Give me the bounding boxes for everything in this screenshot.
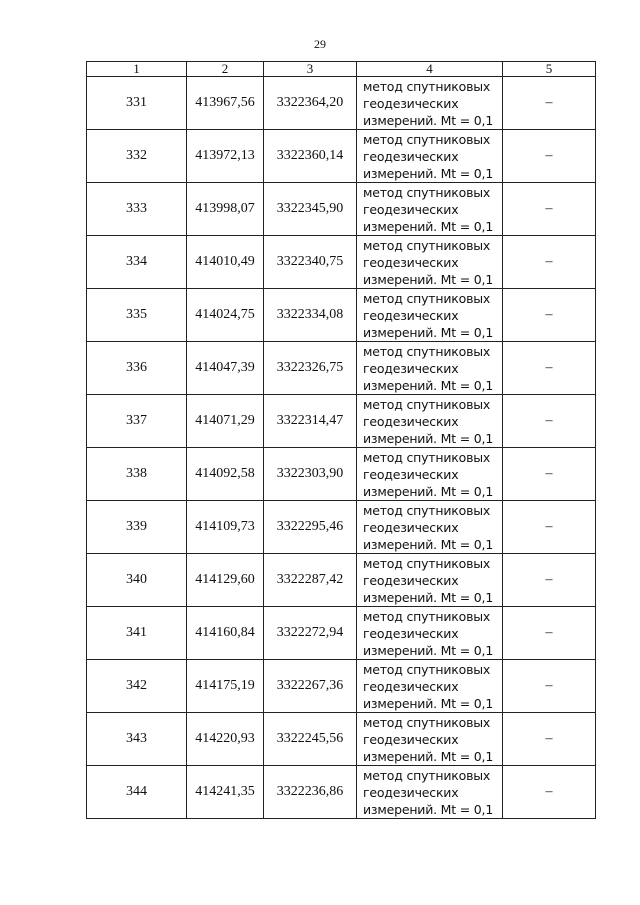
x-coordinate-cell: 414241,35: [187, 766, 264, 819]
method-line: геодезических: [363, 519, 459, 535]
method-line: геодезических: [363, 148, 459, 164]
y-coordinate-cell: 3322267,36: [264, 660, 357, 713]
method-cell: [357, 660, 503, 713]
method-line: измерений. Mt = 0,1: [363, 377, 494, 393]
point-number-cell: 338: [87, 448, 187, 501]
method-line: измерений. Mt = 0,1: [363, 165, 494, 181]
y-coordinate-cell: 3322340,75: [264, 236, 357, 289]
method-line: метод спутниковых: [363, 78, 491, 94]
method-line: метод спутниковых: [363, 290, 491, 306]
x-coordinate-cell: 414175,19: [187, 660, 264, 713]
method-line: измерений. Mt = 0,1: [363, 695, 494, 711]
point-number-cell: 337: [87, 395, 187, 448]
method-line: измерений. Mt = 0,1: [363, 589, 494, 605]
description-cell: –: [503, 342, 596, 395]
method-cell: [357, 183, 503, 236]
method-cell: [357, 501, 503, 554]
column-header: 3: [264, 62, 357, 77]
x-coordinate-cell: 414024,75: [187, 289, 264, 342]
method-line: метод спутниковых: [363, 767, 491, 783]
description-cell: –: [503, 766, 596, 819]
method-cell: [357, 130, 503, 183]
y-coordinate-cell: 3322272,94: [264, 607, 357, 660]
x-coordinate-cell: 414092,58: [187, 448, 264, 501]
x-coordinate-cell: 414047,39: [187, 342, 264, 395]
method-line: метод спутниковых: [363, 502, 491, 518]
point-number-cell: 336: [87, 342, 187, 395]
method-line: геодезических: [363, 201, 459, 217]
method-line: геодезических: [363, 466, 459, 482]
method-cell: [357, 607, 503, 660]
point-number-cell: 335: [87, 289, 187, 342]
method-line: измерений. Mt = 0,1: [363, 536, 494, 552]
point-number-cell: 332: [87, 130, 187, 183]
y-coordinate-cell: 3322314,47: [264, 395, 357, 448]
description-cell: –: [503, 289, 596, 342]
method-line: измерений. Mt = 0,1: [363, 112, 494, 128]
method-line: геодезических: [363, 360, 459, 376]
method-line: метод спутниковых: [363, 131, 491, 147]
description-cell: –: [503, 130, 596, 183]
description-cell: –: [503, 660, 596, 713]
description-cell: –: [503, 501, 596, 554]
point-number-cell: 341: [87, 607, 187, 660]
method-line: измерений. Mt = 0,1: [363, 324, 494, 340]
point-number-cell: 340: [87, 554, 187, 607]
method-cell: [357, 713, 503, 766]
x-coordinate-cell: 414160,84: [187, 607, 264, 660]
point-number-cell: 344: [87, 766, 187, 819]
table-row: [87, 130, 596, 183]
method-line: измерений. Mt = 0,1: [363, 483, 494, 499]
table-row: [87, 554, 596, 607]
method-line: геодезических: [363, 731, 459, 747]
page-number: 29: [314, 37, 326, 51]
description-cell: –: [503, 554, 596, 607]
point-number-cell: 343: [87, 713, 187, 766]
method-line: геодезических: [363, 625, 459, 641]
x-coordinate-cell: 413998,07: [187, 183, 264, 236]
description-cell: –: [503, 448, 596, 501]
column-header: 5: [503, 62, 596, 77]
y-coordinate-cell: 3322295,46: [264, 501, 357, 554]
method-cell: [357, 289, 503, 342]
y-coordinate-cell: 3322345,90: [264, 183, 357, 236]
x-coordinate-cell: 414071,29: [187, 395, 264, 448]
point-number-cell: 331: [87, 77, 187, 130]
method-line: геодезических: [363, 784, 459, 800]
point-number-cell: 339: [87, 501, 187, 554]
table-row: [87, 448, 596, 501]
column-header: 4: [357, 62, 503, 77]
method-cell: [357, 342, 503, 395]
table-row: [87, 660, 596, 713]
y-coordinate-cell: 3322326,75: [264, 342, 357, 395]
method-line: метод спутниковых: [363, 396, 491, 412]
x-coordinate-cell: 414129,60: [187, 554, 264, 607]
method-line: геодезических: [363, 413, 459, 429]
y-coordinate-cell: 3322334,08: [264, 289, 357, 342]
description-cell: –: [503, 713, 596, 766]
method-line: измерений. Mt = 0,1: [363, 801, 494, 817]
description-cell: –: [503, 77, 596, 130]
method-line: геодезических: [363, 307, 459, 323]
table-row: [87, 501, 596, 554]
y-coordinate-cell: 3322303,90: [264, 448, 357, 501]
method-cell: [357, 236, 503, 289]
point-number-cell: 334: [87, 236, 187, 289]
table-row: [87, 342, 596, 395]
method-line: измерений. Mt = 0,1: [363, 748, 494, 764]
method-cell: [357, 448, 503, 501]
table-row: [87, 607, 596, 660]
table-row: [87, 766, 596, 819]
method-line: метод спутниковых: [363, 449, 491, 465]
method-cell: [357, 77, 503, 130]
method-line: измерений. Mt = 0,1: [363, 218, 494, 234]
method-cell: [357, 554, 503, 607]
column-header: 2: [187, 62, 264, 77]
method-line: измерений. Mt = 0,1: [363, 642, 494, 658]
point-number-cell: 342: [87, 660, 187, 713]
method-line: метод спутниковых: [363, 237, 491, 253]
y-coordinate-cell: 3322287,42: [264, 554, 357, 607]
y-coordinate-cell: 3322236,86: [264, 766, 357, 819]
method-line: геодезических: [363, 572, 459, 588]
coordinates-table: [86, 61, 596, 819]
table-row: [87, 289, 596, 342]
table-row: [87, 77, 596, 130]
table-row: [87, 713, 596, 766]
method-cell: [357, 766, 503, 819]
description-cell: –: [503, 395, 596, 448]
table-row: [87, 236, 596, 289]
y-coordinate-cell: 3322360,14: [264, 130, 357, 183]
description-cell: –: [503, 236, 596, 289]
y-coordinate-cell: 3322245,56: [264, 713, 357, 766]
x-coordinate-cell: 413972,13: [187, 130, 264, 183]
method-line: измерений. Mt = 0,1: [363, 271, 494, 287]
method-line: метод спутниковых: [363, 661, 491, 677]
x-coordinate-cell: 414109,73: [187, 501, 264, 554]
method-line: измерений. Mt = 0,1: [363, 430, 494, 446]
table-body: [87, 77, 596, 819]
x-coordinate-cell: 414220,93: [187, 713, 264, 766]
table-row: [87, 183, 596, 236]
method-line: геодезических: [363, 254, 459, 270]
method-line: геодезических: [363, 678, 459, 694]
table-header-row: [87, 62, 596, 77]
x-coordinate-cell: 414010,49: [187, 236, 264, 289]
method-line: геодезических: [363, 95, 459, 111]
method-line: метод спутниковых: [363, 184, 491, 200]
x-coordinate-cell: 413967,56: [187, 77, 264, 130]
method-cell: [357, 395, 503, 448]
point-number-cell: 333: [87, 183, 187, 236]
column-header: 1: [87, 62, 187, 77]
method-line: метод спутниковых: [363, 714, 491, 730]
method-line: метод спутниковых: [363, 608, 491, 624]
method-line: метод спутниковых: [363, 343, 491, 359]
table-row: [87, 395, 596, 448]
method-line: метод спутниковых: [363, 555, 491, 571]
description-cell: –: [503, 607, 596, 660]
description-cell: –: [503, 183, 596, 236]
y-coordinate-cell: 3322364,20: [264, 77, 357, 130]
